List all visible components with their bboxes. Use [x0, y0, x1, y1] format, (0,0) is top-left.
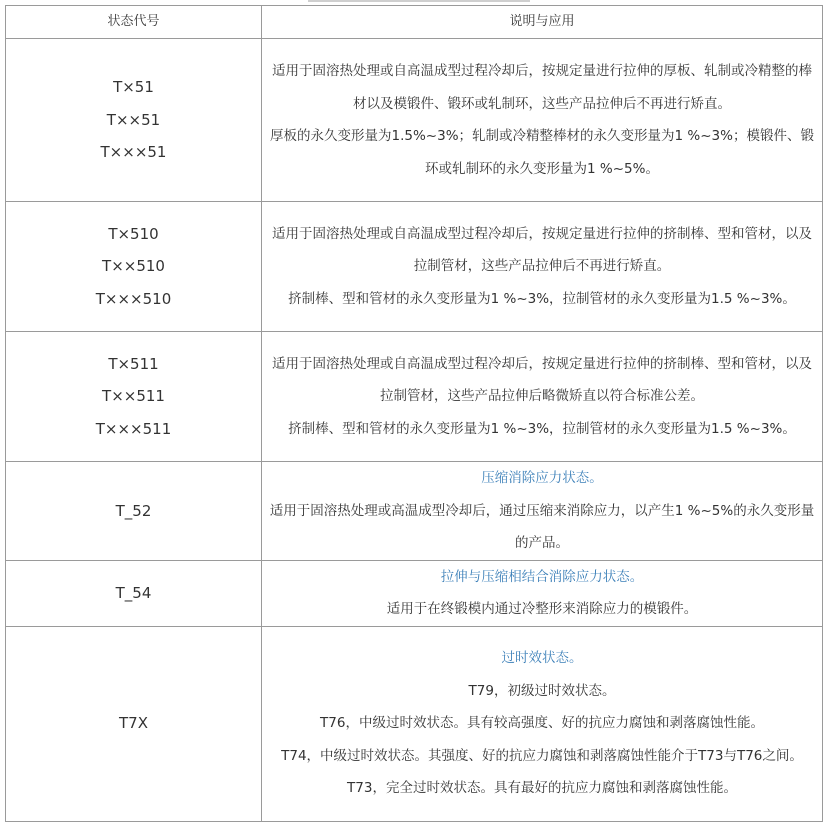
code-cell	[6, 39, 262, 202]
description-cell	[262, 332, 823, 462]
state-title: 拉伸与压缩相结合消除应力状态。	[440, 568, 644, 585]
description-paragraph: 厚板的永久变形量为1.5%~3%；轧制或冷精整棒材的永久变形量为1 %~3%；模锻件、锻环或轧制环的永久变形量为1 %~5%。	[270, 128, 814, 177]
code-line: T×51	[113, 78, 154, 97]
table-header-row	[6, 6, 823, 39]
code-line: T×511	[108, 354, 159, 373]
table-row	[6, 626, 823, 821]
code-cell	[6, 626, 262, 821]
description-cell	[262, 202, 823, 332]
top-scroll-indicator	[308, 0, 530, 2]
code-line: T_54	[115, 583, 152, 602]
code-cell	[6, 332, 262, 462]
temper-designation-table	[5, 5, 823, 822]
state-title: 压缩消除应力状态。	[481, 470, 603, 486]
description-paragraph: 适用于固溶热处理或高温成型冷却后，通过压缩来消除应力，以产生1 %~5%的永久变形量的产品。	[269, 502, 815, 551]
description-paragraph: T73，完全过时效状态。具有最好的抗应力腐蚀和剥落腐蚀性能。	[347, 780, 737, 797]
description-cell	[262, 39, 823, 202]
table-row	[6, 560, 823, 626]
state-title: 过时效状态。	[501, 650, 583, 667]
description-paragraph: 适用于固溶热处理或自高温成型过程冷却后，按规定量进行拉伸的厚板、轧制或冷精整的棒材以及模锻件、锻环或轧制环，这些产品拉伸后不再进行矫直。	[272, 63, 812, 112]
code-line: T××51	[106, 110, 161, 129]
code-cell	[6, 462, 262, 561]
code-line: T××511	[102, 387, 165, 406]
description-paragraph: 挤制棒、型和管材的永久变形量为1 %~3%，拉制管材的永久变形量为1.5 %~3%。	[288, 290, 796, 307]
header-code: 状态代号	[6, 6, 262, 39]
description-cell	[262, 462, 823, 561]
description-paragraph: 适用于固溶热处理或自高温成型过程冷却后，按规定量进行拉伸的挤制棒、型和管材，以及拉制管材，这些产品拉伸后不再进行矫直。	[272, 225, 812, 275]
code-line: T×510	[108, 224, 159, 243]
table-row	[6, 332, 823, 462]
code-line: T××510	[102, 257, 165, 276]
table-row	[6, 202, 823, 332]
code-line: T_52	[115, 501, 152, 520]
description-paragraph: T76，中级过时效状态。具有较高强度、好的抗应力腐蚀和剥落腐蚀性能。	[320, 715, 764, 732]
description-paragraph: T74，中级过时效状态。其强度、好的抗应力腐蚀和剥落腐蚀性能介于T73与T76之间。	[281, 747, 803, 764]
code-cell	[6, 202, 262, 332]
code-line: T×××51	[100, 143, 167, 162]
description-paragraph: 适用于固溶热处理或自高温成型过程冷却后，按规定量进行拉伸的挤制棒、型和管材，以及拉制管材，这些产品拉伸后略微矫直以符合标准公差。	[272, 355, 812, 405]
description-cell	[262, 626, 823, 821]
table-row	[6, 39, 823, 202]
code-line: T7X	[119, 714, 148, 733]
description-paragraph: 适用于在终锻模内通过冷整形来消除应力的模锻件。	[386, 601, 698, 617]
table-row	[6, 462, 823, 561]
code-cell	[6, 560, 262, 626]
header-description: 说明与应用	[262, 6, 823, 39]
code-line: T×××511	[95, 419, 172, 438]
description-cell	[262, 560, 823, 626]
description-paragraph: T79，初级过时效状态。	[468, 682, 616, 699]
code-line: T×××510	[95, 289, 172, 308]
description-paragraph: 挤制棒、型和管材的永久变形量为1 %~3%，拉制管材的永久变形量为1.5 %~3%。	[288, 420, 796, 437]
